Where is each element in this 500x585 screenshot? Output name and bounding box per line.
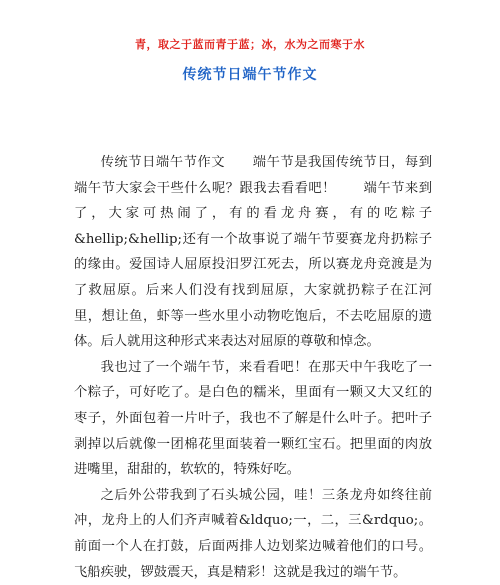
paragraph: 我也过了一个端午节，来看看吧！在那天中午我吃了一个粽子，可好吃了。是白色的糯米，里面有一颗又大又红的枣子，外面包着一片叶子，我也不了解是什么叶子。把叶子剥掉以后就像一团棉花里面装着一颗红宝石。把里面的肉放进嘴里，甜甜的，软软的，特殊好吃。 [74, 359, 432, 478]
paragraph: 传统节日端午节作文 端午节是我国传统节日，每到端午节大家会干些什么呢？跟我去看看吧！ 端午节来到了，大家可热闹了，有的看龙舟赛，有的吃粽子&hellip;&hellip;还有一个故事说了端午节要赛龙舟扔粽子的缘由。爱国诗人屈原投汨罗江死去，所以赛龙舟竞渡是为了救屈原。后来人们没有找到屈原，大家就扔粽子在江河里，想让鱼，虾等一些水里小动物吃饱后，不去吃屈原的遗体。后人就用这种形式来表达对屈原的尊敬和悼念。 [74, 155, 432, 350]
document-title: 传统节日端午节作文 [182, 67, 318, 83]
paragraph: 之后外公带我到了石头城公园，哇！三条龙舟如终往前冲，龙舟上的人们齐声喊着&ldquo;一，二，三&rdquo;。前面一个人在打鼓，后面两排人边划桨边喊着他们的口号。飞船疾驶，锣鼓震天，真是精彩！这就是我过的端午节。 [74, 487, 432, 580]
article-body [74, 150, 432, 585]
header-motto: 青，取之于蓝而青于蓝；冰，水为之而寒于水 [135, 38, 365, 51]
